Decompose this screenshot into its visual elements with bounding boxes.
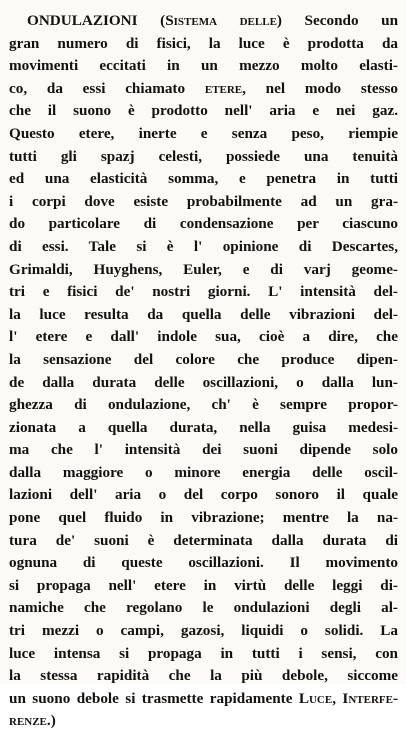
entry-line-13: tri e fisici de' nostri giorni. L' intensità del-	[9, 283, 398, 301]
entry-line-23: pone quel fluido in vibrazione; mentre la na-	[9, 509, 398, 527]
entry-line-24: tura de' suoni è determinata dalla durata di	[9, 531, 398, 549]
cross-reference-interferenze[interactable]: Interfe-	[342, 689, 399, 707]
entry-line-21: dalla maggiore o minore energia delle oscil-	[9, 463, 398, 481]
entry-line-5: che il suono è prodotto nell' aria e nei gaz.	[9, 102, 398, 120]
entry-line-6: Questo etere, inerte e senza peso, riempie	[9, 124, 398, 142]
encyclopedia-entry	[9, 10, 398, 733]
cross-reference-luce[interactable]: Luce	[298, 689, 333, 707]
entry-line-18: ghezza di ondulazione, ch' è sempre propor-	[9, 396, 398, 414]
entry-line-29: luce intensa si propaga in tutti i sensi, con	[9, 644, 398, 662]
cross-reference-separator: ,	[332, 689, 337, 707]
entry-category: (Sistema delle)	[160, 12, 282, 29]
entry-line-11: di essi. Tale si è l' opinione di Descartes,	[9, 237, 398, 255]
entry-line-8: ed una elasticità somma, e penetra in tutti	[9, 170, 398, 188]
entry-line-3: movimenti eccitati in un mezzo molto elasti-	[9, 57, 398, 75]
entry-line-4	[9, 78, 398, 101]
cross-reference-interferenze-end[interactable]: renze.)	[9, 712, 56, 730]
entry-line-19: zionata a quella durata, nella guisa medesi-	[9, 418, 398, 436]
entry-line-31-head: un suono debole si trasmette rapidamente	[9, 689, 293, 707]
entry-line-1	[9, 10, 398, 33]
entry-term-etere: etere	[204, 79, 243, 97]
entry-line-15: l' etere e dall' indole sua, cioè a dire, che	[9, 328, 398, 346]
entry-line-32	[9, 710, 398, 733]
entry-line-20: ma che l' intensità dei suoni dipende solo	[9, 441, 398, 459]
entry-line-28: tri mezzi o campi, gazosi, liquidi o solidi. La	[9, 622, 398, 640]
entry-line-4-head: co, da essi chiamato	[9, 79, 186, 97]
entry-line-1-tail: Secondo un	[304, 12, 399, 29]
entry-line-27: namiche che regolano le ondulazioni degli al-	[9, 599, 398, 617]
entry-line-2: gran numero di fisici, la luce è prodotta da	[9, 34, 398, 52]
entry-line-25: ognuna di queste oscillazioni. Il movimento	[9, 554, 398, 572]
entry-line-14: la luce resulta da quella delle vibrazioni del-	[9, 305, 398, 323]
entry-line-31	[9, 688, 398, 711]
entry-line-16: la sensazione del colore che produce dipen-	[9, 350, 398, 368]
entry-line-7: tutti gli spazj celesti, possiede una tenuità	[9, 147, 398, 165]
entry-line-17: de dalla durata delle oscillazioni, o dalla lun-	[9, 373, 398, 391]
entry-line-12: Grimaldi, Huyghens, Euler, e di varj geome-	[9, 260, 398, 278]
entry-line-4-tail: , nel modo stesso	[242, 79, 398, 97]
entry-line-10: do particolare di condensazione per ciascuno	[9, 215, 398, 233]
entry-line-22: lazioni dell' aria o del corpo sonoro il quale	[9, 486, 398, 504]
entry-line-30: la stessa rapidità che la più debole, siccome	[9, 667, 398, 685]
entry-headword: ONDULAZIONI	[27, 12, 138, 29]
entry-line-26: si propaga nell' etere in virtù delle leggi di-	[9, 576, 398, 594]
entry-line-9: i corpi dove esiste probabilmente ad un gra-	[9, 192, 398, 210]
